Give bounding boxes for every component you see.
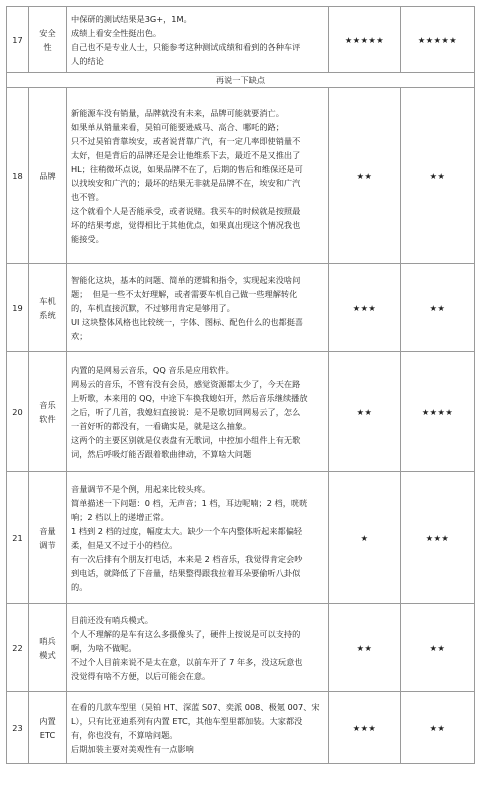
description-line: 的。	[71, 581, 88, 592]
rating-stars-b: ★★	[401, 88, 475, 264]
description-line: 人的结论	[71, 55, 104, 66]
rating-stars-a: ★★★★★	[329, 7, 401, 73]
rating-stars-a: ★★	[329, 604, 401, 692]
row-number: 23	[7, 692, 29, 764]
comparison-table	[6, 6, 475, 764]
table-body	[7, 7, 475, 764]
row-item: 车机 系统	[29, 264, 67, 352]
table-row	[7, 692, 475, 764]
table-row	[7, 472, 475, 604]
description-line: L），只有比亚迪系列有内置 ETC，其他车型里都加装。大家都没	[71, 715, 303, 726]
description-line: 一首好听的都没有，一看确实是，就是这么抽象。	[71, 420, 252, 431]
description-line: 有一次后排有个朋友打电话，本来是 2 档音乐，我觉得肯定会吵	[71, 553, 303, 564]
description-line: 智能化这块，基本的问题、简单的逻辑和指令，实现起来没啥问	[71, 274, 301, 285]
row-number: 20	[7, 352, 29, 472]
row-item: 哨兵 模式	[29, 604, 67, 692]
description-line: 新能源车没有销量，品牌就没有未来，品牌可能就要消亡。	[71, 107, 284, 118]
description-line: 1 档到 2 档的过度，幅度太大。缺少一个车内整体听起来都偏轻	[71, 525, 303, 536]
rating-stars-b: ★★	[401, 604, 475, 692]
section-title: 再说一下缺点	[7, 73, 475, 88]
description-line: 以找埃安和广汽的；最坏的结果无非就是品牌不在，埃安和广汽	[71, 177, 301, 188]
description-line: 简单描述一下问题：0 档，无声音；1 档，耳边呢喃；2 档，咣咣	[71, 497, 308, 508]
row-item: 安全 性	[29, 7, 67, 73]
description-line: 到电话，就降低了下音量，结果整得跟我拉着耳朵要偷听八卦似	[71, 567, 301, 578]
row-number: 17	[7, 7, 29, 73]
row-item: 音量 调节	[29, 472, 67, 604]
row-description	[67, 472, 329, 604]
rating-stars-b: ★★	[401, 692, 475, 764]
table-row	[7, 352, 475, 472]
description-line: 个人不理解的是车有这么多摄像头了，硬件上按说是可以支持的	[71, 628, 301, 639]
row-number: 19	[7, 264, 29, 352]
row-number: 21	[7, 472, 29, 604]
rating-stars-a: ★	[329, 472, 401, 604]
row-description	[67, 7, 329, 73]
description-line: 后期加装主要对美观性有一点影响	[71, 743, 194, 754]
row-description	[67, 352, 329, 472]
row-item: 品牌	[29, 88, 67, 264]
table-row	[7, 7, 475, 73]
description-line: 内置的是网易云音乐，QQ 音乐是应用软件。	[71, 364, 234, 375]
row-description	[67, 604, 329, 692]
table-row	[7, 264, 475, 352]
row-number: 18	[7, 88, 29, 264]
description-line: 中保研的测试结果是3G+，1M。	[71, 13, 192, 24]
description-line: 没觉得有啥不方便，以后可能会在意。	[71, 670, 211, 681]
description-line: 坏的结果考虑，觉得相比于其他优点，如果真出现这个情况我也	[71, 219, 301, 230]
row-description	[67, 88, 329, 264]
description-line: 响；2 档以上的递增正常。	[71, 511, 169, 522]
description-line: 目前还没有哨兵模式。	[71, 614, 153, 625]
description-line: 柔，但是又不过于小的档位。	[71, 539, 178, 550]
rating-stars-b: ★★★★★	[401, 7, 475, 73]
description-line: UI 这块整体风格也比较统一，字体、图标、配色什么的也都挺喜	[71, 316, 304, 327]
description-line: 上听歌，本来用的 QQ，中途下车换我媳妇开，然后音乐继续播放	[71, 392, 308, 403]
description-line: 啊，为啥不做呢。	[71, 642, 137, 653]
rating-stars-b: ★★	[401, 264, 475, 352]
rating-stars-a: ★★	[329, 352, 401, 472]
description-line: 也不管。	[71, 191, 104, 202]
description-line: 这个就看个人是否能承受，或者说赌。我买车的时候就是按照最	[71, 205, 301, 216]
row-description	[67, 264, 329, 352]
table-row	[7, 88, 475, 264]
row-description	[67, 692, 329, 764]
description-line: 如果单从销量来看，昊铂可能要逊威马、高合、哪吒的路；	[71, 121, 284, 132]
description-line: 有，你也没有，不算啥问题。	[71, 729, 178, 740]
rating-stars-a: ★★★	[329, 692, 401, 764]
description-line: 的，车机直接沉默，不过够用肯定是够用了。	[71, 302, 235, 313]
rating-stars-a: ★★★	[329, 264, 401, 352]
description-line: 这两个的主要区别就是仪表盘有无歌词，中控加小组件上有无歌	[71, 434, 301, 445]
description-line: 自己也不是专业人士，只能参考这种测试成绩和看到的各种车评	[71, 41, 301, 52]
description-line: HL；往稍微坏点说，如果品牌不在了，后期的售后和维保还是可	[71, 163, 303, 174]
description-line: 只不过昊铂背靠埃安，或者说背靠广汽，有一定几率即使销量不	[71, 135, 301, 146]
description-line: 词，然后呼吸灯能否跟着歌曲律动，不算啥大问题	[71, 448, 252, 459]
description-line: 不过个人目前来说不是太在意，以前车开了 7 年多，没这玩意也	[71, 656, 303, 667]
row-number: 22	[7, 604, 29, 692]
description-line: 音量调节不是个例，用起来比较头疼。	[71, 483, 211, 494]
description-line: 成绩上看安全性挺出色。	[71, 27, 162, 38]
rating-stars-b: ★★★★	[401, 352, 475, 472]
section-row	[7, 73, 475, 88]
description-line: 能接受。	[71, 233, 104, 244]
description-line: 在看的几款车型里（昊铂 HT、深蓝 S07、奕派 008、极氪 007、宋	[71, 701, 320, 712]
rating-stars-a: ★★	[329, 88, 401, 264]
rating-stars-b: ★★★	[401, 472, 475, 604]
description-line: 之后，听了几首，我媳妇直接说：是不是歌切回网易云了，怎么	[71, 406, 301, 417]
row-item: 音乐 软件	[29, 352, 67, 472]
description-line: 太好，但是背后的品牌还是会让他维系下去，最近不是又推出了	[71, 149, 301, 160]
description-line: 题； 但是一些不太好理解，或者需要车机自己做一些理解转化	[71, 288, 298, 299]
description-line: 欢；	[71, 330, 88, 341]
table-row	[7, 604, 475, 692]
description-line: 网易云的音乐，不管有没有会员，感觉资源都太少了，今天在路	[71, 378, 301, 389]
row-item: 内置 ETC	[29, 692, 67, 764]
